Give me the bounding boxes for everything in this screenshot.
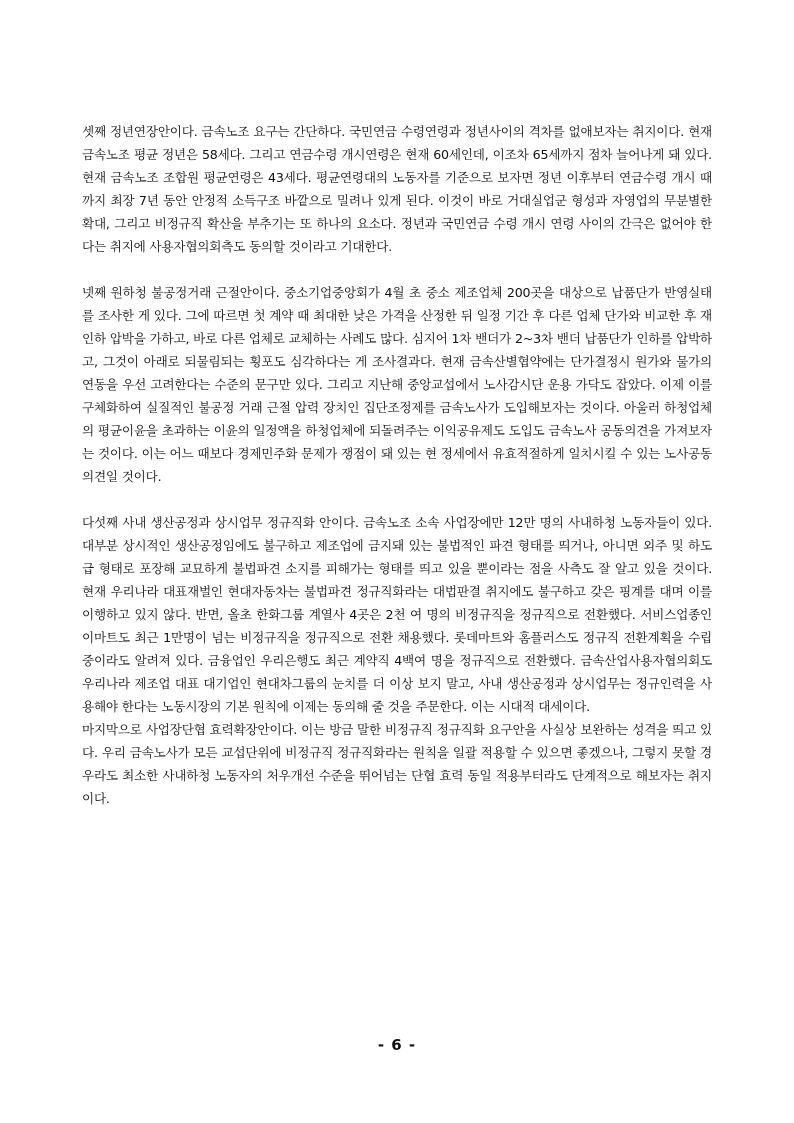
paragraph-last-agreement-extension: 마지막으로 사업장단협 효력확장안이다. 이는 방금 말한 비정규직 정규직화 요구안을 사실상 보완하는 성격을 띄고 있다. 우리 금속노사가 모든 교섭단위에 비정규직 정규직화라는 원칙을 일괄 적용할 수 있으면 좋겠으나, 그렇지 못할 경우라도 최소한 사내하청 노동자의 처우개선 수준을 뛰어넘는 단협 효력 동일 적용부터라도 단계적으로 해보자는 취지이다. bbox=[82, 722, 712, 806]
page-number: - 6 - bbox=[377, 1036, 417, 1054]
paragraph-spacer bbox=[82, 258, 712, 281]
paragraph-spacer bbox=[82, 488, 712, 511]
paragraph-third-retirement-age: 셋째 정년연장안이다. 금속노조 요구는 간단하다. 국민연금 수령연령과 정년사이의 격차를 없애보자는 취지이다. 현재 금속노조 평균 정년은 58세다. 그리고 연금수령 개시연령은 현재 60세인데, 이조차 65세까지 점차 늘어나게 돼 있다. 현재 금속노조 조합원 평균연령은 43세다. 평균연령대의 노동자를 기준으로 보자면 정년 이후부터 연금수령 개시 때까지 최장 7년 동안 안정적 소득구조 바깥으로 밀려나 있게 된다. 이것이 바로 거대실업군 형성과 자영업의 무분별한 확대, 그리고 비정규직 확산을 부추기는 또 하나의 요소다. 정년과 국민연금 수령 개시 연령 사이의 간극은 없어야 한다는 취지에 사용자협의회측도 동의할 것이라고 기대한다. bbox=[82, 124, 712, 254]
paragraph-fourth-unfair-trade: 넷째 원하청 불공정거래 근절안이다. 중소기업중앙회가 4월 초 중소 제조업체 200곳을 대상으로 납품단가 반영실태를 조사한 게 있다. 그에 따르면 첫 계약 때 최대한 낮은 가격을 산정한 뒤 일정 기간 후 다른 업체 단가와 비교한 후 재인하 압박을 가하고, 바로 다른 업체로 교체하는 사례도 많다. 심지어 1차 밴더가 2~3차 밴더 납품단가 인하를 압박하고, 그것이 아래로 되물림되는 횡포도 심각하다는 게 조사결과다. 현재 금속산별협약에는 단가결정시 원가와 물가의 연동을 우선 고려한다는 수준의 문구만 있다. 그리고 지난해 중앙교섭에서 노사감시단 운용 가닥도 잡았다. 이제 이를 구체화하여 실질적인 불공정 거래 근절 압력 장치인 집단조정제를 금속노사가 도입해보자는 것이다. 아울러 하청업체의 평균이윤을 초과하는 이윤의 일정액을 하청업체에 되돌려주는 이익공유제도 도입도 금속노사 공동의견을 가져보자는 것이다. 이는 어느 때보다 경제민주화 문제가 쟁점이 돼 있는 현 정세에서 유효적절하게 일치시킬 수 있는 노사공동의견일 것이다. bbox=[82, 285, 712, 484]
document-body bbox=[82, 120, 712, 810]
paragraph-fifth-regular-employment: 다섯째 사내 생산공정과 상시업무 정규직화 안이다. 금속노조 소속 사업장에만 12만 명의 사내하청 노동자들이 있다. 대부분 상시적인 생산공정임에도 불구하고 제조업에 금지돼 있는 불법적인 파견 형태를 띄거나, 아니면 외주 및 하도급 형태로 포장해 교묘하게 불법파견 소지를 피해가는 형태를 띄고 있을 뿐이라는 점을 사측도 잘 알고 있을 것이다. 현재 우리나라 대표재벌인 현대자동차는 불법파견 정규직화라는 대법판결 취지에도 불구하고 갖은 핑계를 대며 이를 이행하고 있지 않다. 반면, 올초 한화그룹 계열사 4곳은 2천 여 명의 비정규직을 정규직으로 전환했다. 서비스업종인 이마트도 최근 1만명이 넘는 비정규직을 정규직으로 전환 채용했다. 롯데마트와 홈플러스도 정규직 전환계획을 수립중이라도 알려져 있다. 금융업인 우리은행도 최근 계약직 4백여 명을 정규직으로 전환했다. 금속산업사용자협의회도 우리나라 제조업 대표 대기업인 현대차그룹의 눈치를 더 이상 보지 말고, 사내 생산공정과 상시업무는 정규인력을 사용해야 한다는 노동시장의 기본 원칙에 이제는 동의해 줄 것을 주문한다. 이는 시대적 대세이다. bbox=[82, 515, 712, 714]
